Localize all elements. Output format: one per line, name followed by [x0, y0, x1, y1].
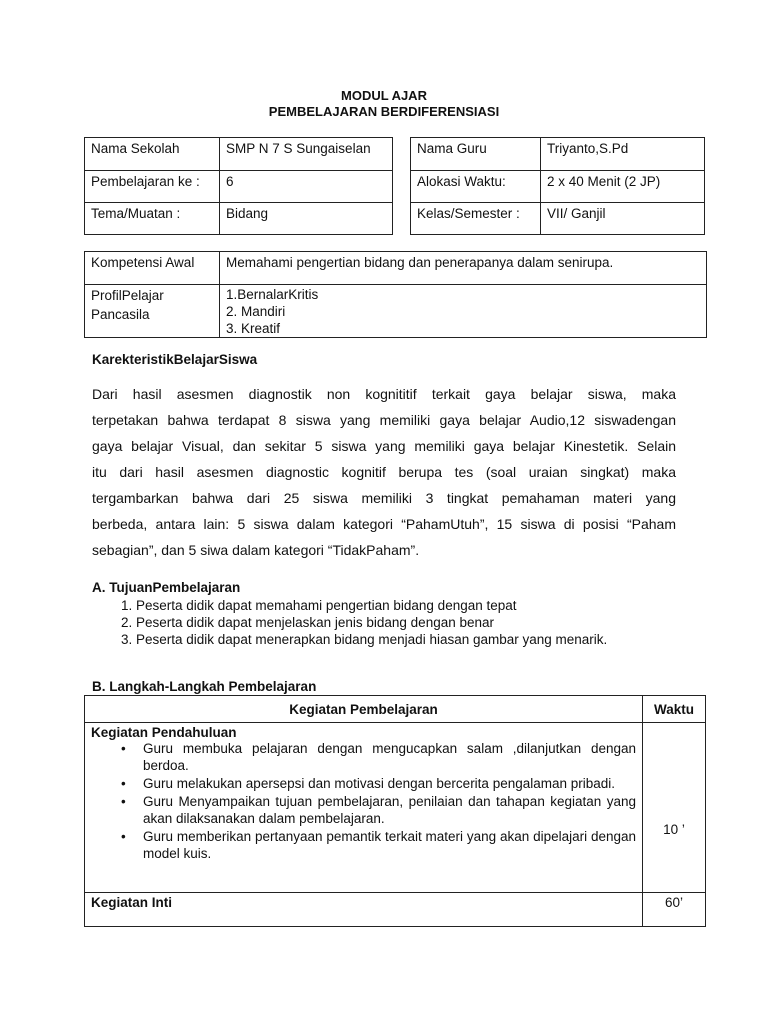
- inti-waktu: 60’: [643, 893, 706, 927]
- inti-title: Kegiatan Inti: [85, 893, 643, 927]
- value-nama-guru: Triyanto,S.Pd: [541, 138, 705, 171]
- pendahuluan-item: • Guru memberikan pertanyaan pemantik terkait materi yang akan dipelajari dengan model kuis.: [143, 828, 636, 862]
- value-kompetensi-awal: Memahami pengertian bidang dan penerapanya dalam senirupa.: [220, 252, 707, 285]
- label-profil-line1: ProfilPelajar: [91, 288, 164, 303]
- pendahuluan-item: • Guru membuka pelajaran dengan mengucapkan salam ,dilanjutkan dengan berdoa.: [143, 740, 636, 774]
- paragraph-line: tergambarkan bahwa dari 25 siswa memiliki 3 tingkat pemahaman materi yang: [92, 490, 676, 506]
- label-nama-guru: Nama Guru: [411, 138, 541, 171]
- tujuan-item: 1. Peserta didik dapat memahami pengertian bidang dengan tepat: [136, 597, 692, 614]
- value-profil-pelajar: [220, 285, 707, 338]
- tujuan-list-wrap: [92, 597, 692, 648]
- label-kompetensi-awal: Kompetensi Awal: [85, 252, 220, 285]
- label-alokasi-waktu: Alokasi Waktu:: [411, 171, 541, 203]
- paragraph-line: gaya belajar Visual, dan sekitar 5 siswa yang memiliki gaya belajar Kinestetik. Selain: [92, 438, 676, 454]
- paragraph-line: itu dari hasil asesmen diagnostic kognitif berupa tes (soal uraian singkat) maka: [92, 464, 676, 480]
- tujuan-heading: A. TujuanPembelajaran: [92, 580, 241, 595]
- page-title: MODUL AJAR: [341, 88, 427, 103]
- langkah-heading: B. Langkah-Langkah Pembelajaran: [92, 679, 317, 694]
- value-alokasi-waktu: 2 x 40 Menit (2 JP): [541, 171, 705, 203]
- label-kelas-semester: Kelas/Semester :: [411, 203, 541, 235]
- value-pembelajaran-ke: 6: [220, 171, 393, 203]
- karakteristik-heading: KarekteristikBelajarSiswa: [92, 352, 258, 367]
- pendahuluan-waktu: 10 ’: [643, 723, 706, 893]
- paragraph-line: sebagian”, dan 5 siwa dalam kategori “TidakPaham”.: [92, 542, 420, 558]
- col-waktu-header: Waktu: [643, 696, 706, 723]
- label-profil-pelajar: [85, 285, 220, 338]
- paragraph-line: Dari hasil asesmen diagnostik non kognititif terkait gaya belajar siswa, maka: [92, 386, 676, 402]
- pendahuluan-item: • Guru melakukan apersepsi dan motivasi dengan bercerita pengalaman pribadi.: [143, 775, 636, 792]
- tujuan-list: [92, 597, 692, 648]
- info-table-right: [410, 137, 705, 235]
- tujuan-item: 2. Peserta didik dapat menjelaskan jenis bidang dengan benar: [136, 614, 692, 631]
- col-kegiatan-header: Kegiatan Pembelajaran: [85, 696, 643, 723]
- info-table-left: [84, 137, 393, 235]
- label-tema-muatan: Tema/Muatan :: [85, 203, 220, 235]
- tujuan-item: 3. Peserta didik dapat menerapkan bidang menjadi hiasan gambar yang menarik.: [136, 631, 692, 648]
- label-profil-line2: Pancasila: [91, 307, 150, 322]
- pendahuluan-cell: [85, 723, 643, 893]
- langkah-table: [84, 695, 706, 927]
- pendahuluan-list: [91, 740, 642, 862]
- label-pembelajaran-ke: Pembelajaran ke :: [85, 171, 220, 203]
- paragraph-line: terpetakan bahwa terdapat 8 siswa yang memiliki gaya belajar Audio,12 siswadengan: [92, 412, 676, 428]
- profil-item: 3. Kreatif: [226, 321, 281, 336]
- profil-item: 1.BernalarKritis: [226, 287, 319, 302]
- kompetensi-table: [84, 251, 707, 338]
- karakteristik-paragraph: [92, 381, 676, 563]
- label-nama-sekolah: Nama Sekolah: [85, 138, 220, 171]
- profil-item: 2. Mandiri: [226, 304, 286, 319]
- pendahuluan-item: • Guru Menyampaikan tujuan pembelajaran, penilaian dan tahapan kegiatan yang akan dilaksanakan dalam pembelajaran.: [143, 793, 636, 827]
- pendahuluan-title: Kegiatan Pendahuluan: [91, 725, 237, 740]
- value-kelas-semester: VII/ Ganjil: [541, 203, 705, 235]
- paragraph-line: berbeda, antara lain: 5 siswa dalam kategori “PahamUtuh”, 15 siswa di posisi “Paham: [92, 516, 676, 532]
- value-nama-sekolah: SMP N 7 S Sungaiselan: [220, 138, 393, 171]
- value-tema-muatan: Bidang: [220, 203, 393, 235]
- page-subtitle: PEMBELAJARAN BERDIFERENSIASI: [268, 104, 500, 119]
